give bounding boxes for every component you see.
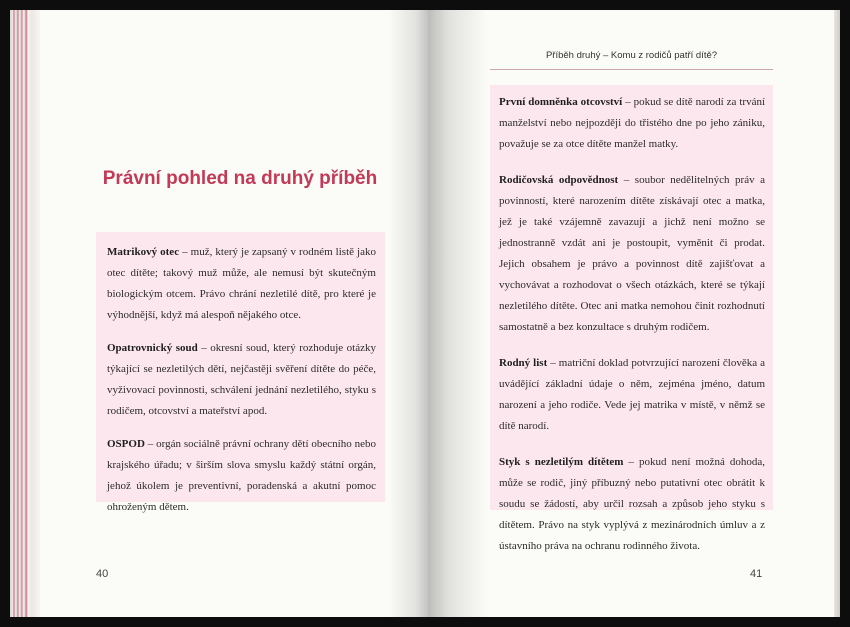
glossary-box-right: [490, 85, 773, 552]
glossary-term: Rodný list: [499, 357, 548, 369]
page-number: 41: [750, 568, 763, 580]
glossary-entry: [499, 353, 765, 437]
glossary-definition: – soubor nedělitelných práv a povinností, které narozením dítěte získávají otec a matka, jež je také vzájemně zavazují a jichž není možno se jednostranně vzdát ani je postoupit, vyměnit či prodat. Jejich obsahem je právo a povinnost dítě zajišťovat a vychovávat a rozhodovat o všech otázkách, které se týkají nezletilého dítěte. Otec ani matka nemohou činit rozhodnutí samostatně a bez konzultace s druhým rodičem.: [499, 174, 765, 333]
glossary-entry: [499, 92, 765, 155]
glossary-entry: [107, 434, 376, 518]
glossary-entry: [107, 242, 376, 326]
page-number: 40: [96, 568, 109, 580]
header-rule: [490, 69, 773, 70]
glossary-entry: [499, 452, 765, 557]
glossary-term: První domněnka otcovství: [499, 96, 623, 108]
page-edges: [10, 10, 40, 617]
glossary-box-left: [96, 232, 385, 513]
glossary-definition: – muž, který je zapsaný v rodném listě jako otec dítěte; takový muž může, ale nemusí být skutečným biologickým otcem. Právo chrání nezletilé dítě, pro které je výhodnější, když má alespoň nějakého otce.: [107, 246, 376, 321]
glossary-definition: – matriční doklad potvrzující narození člověka a uvádějící základní údaje o něm, zejména jméno, datum narození a jeho rodiče. Vede jej matrika v místě, v němž se dítě narodí.: [499, 357, 765, 432]
glossary-term: OSPOD: [107, 438, 145, 450]
glossary-term: Rodičovská odpovědnost: [499, 174, 619, 186]
glossary-definition: – pokud se dítě narodí za trvání manželství nebo nejpozději do třistého dne po jeho zániku, považuje se za otce dítěte manžel matky.: [499, 96, 766, 150]
gutter-shadow: [388, 10, 428, 617]
glossary-definition: – pokud není možná dohoda, může se rodič, jiný příbuzný nebo putativní otec obrátit k soudu se žádostí, aby určil rozsah a způsob jeho styku s dítětem. Právo na styk vyplývá z mezinárodních úmluv a z ústavního práva na ochranu rodinného života.: [499, 456, 765, 552]
book-spread: [10, 10, 840, 617]
glossary-definition: – okresní soud, který rozhoduje otázky týkající se nezletilých dětí, nejčastěji svěření dítěte do péče, vyživovací povinnosti, schválení jednání nezletilého, styku s rodičem, otcovství a mateřství apod.: [107, 342, 376, 417]
right-page: [428, 10, 840, 617]
glossary-entry: [107, 338, 376, 422]
glossary-term: Styk s nezletilým dítětem: [499, 456, 624, 468]
glossary-term: Matrikový otec: [107, 246, 180, 258]
glossary-term: Opatrovnický soud: [107, 342, 198, 354]
page-edges: [834, 10, 840, 617]
glossary-definition: – orgán sociálně právní ochrany dětí obecního nebo krajského úřadu; v širším slova smyslu každý státní orgán, jehož úkolem je preventivní, poradenská a akutní pomoc ohroženým dětem.: [107, 438, 376, 513]
chapter-title: Právní pohled na druhý příběh: [102, 168, 378, 189]
gutter-shadow: [428, 10, 488, 617]
left-page: [10, 10, 428, 617]
running-head: Příběh druhý – Komu z rodičů patří dítě?: [545, 50, 718, 61]
glossary-entry: [499, 170, 765, 338]
